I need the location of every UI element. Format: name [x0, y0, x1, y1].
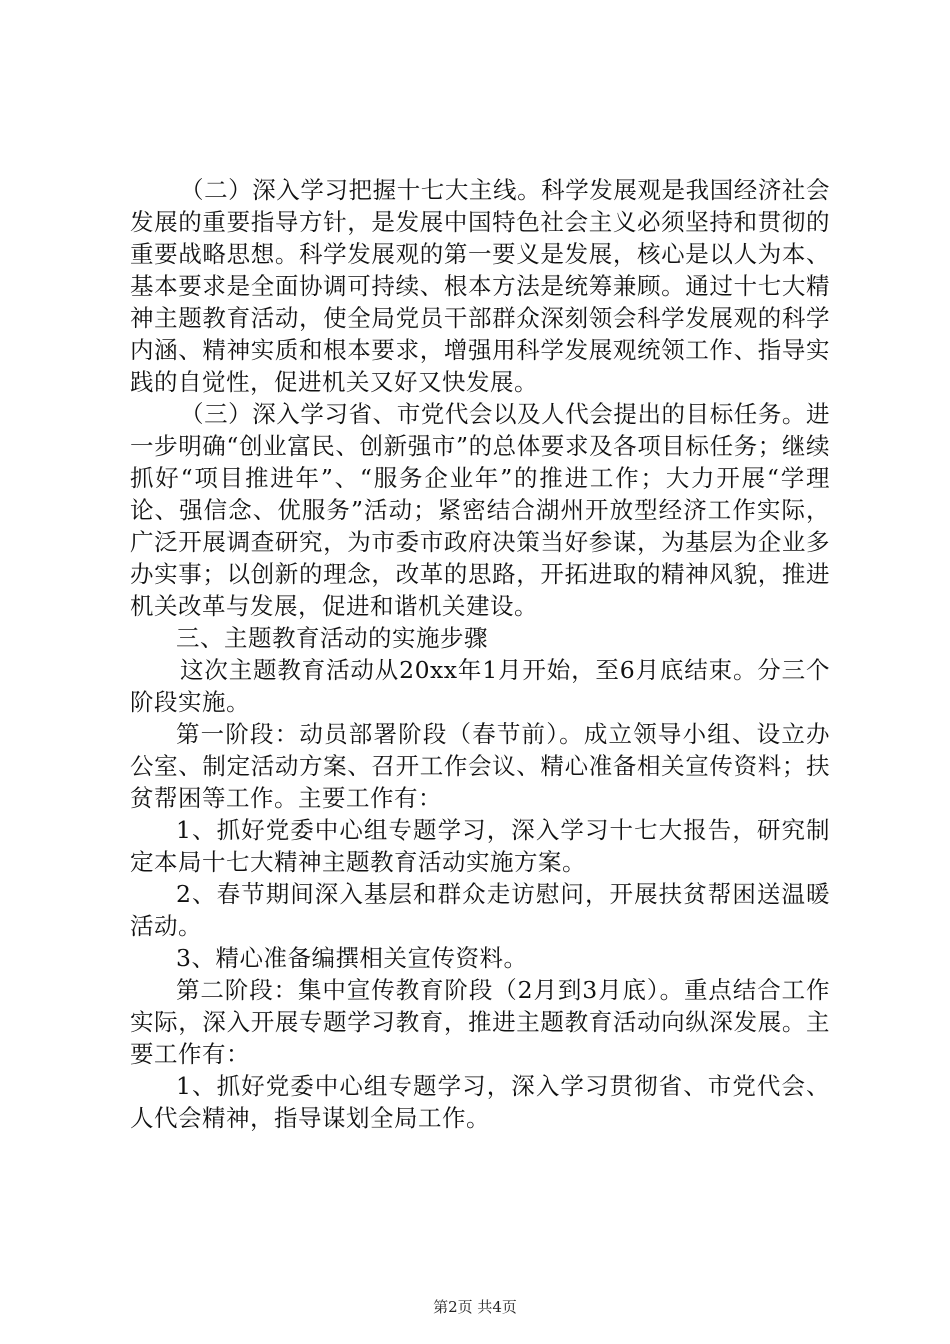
document-body: [130, 174, 830, 1134]
paragraph-stage-2: 第二阶段：集中宣传教育阶段（2月到3月底）。重点结合工作实际，深入开展专题学习教育，推进主题教育活动向纵深发展。主要工作有：: [130, 976, 830, 1068]
list-item-stage-1-task-2: 2、春节期间深入基层和群众走访慰问，开展扶贫帮困送温暖活动。: [130, 880, 830, 940]
list-item-stage-2-task-1: 1、抓好党委中心组专题学习，深入学习贯彻省、市党代会、人代会精神，指导谋划全局工作。: [130, 1072, 830, 1132]
list-item-stage-1-task-1: 1、抓好党委中心组专题学习，深入学习十七大报告，研究制定本局十七大精神主题教育活动实施方案。: [130, 816, 830, 876]
paragraph-section-2: （二）深入学习把握十七大主线。科学发展观是我国经济社会发展的重要指导方针，是发展中国特色社会主义必须坚持和贯彻的重要战略思想。科学发展观的第一要义是发展，核心是以人为本、基本要求是全面协调可持续、根本方法是统筹兼顾。通过十七大精神主题教育活动，使全局党员干部群众深刻领会科学发展观的科学内涵、精神实质和根本要求，增强用科学发展观统领工作、指导实践的自觉性，促进机关又好又快发展。: [130, 176, 830, 396]
page-footer: 第2页 共4页: [433, 1298, 517, 1316]
paragraph-section-3: （三）深入学习省、市党代会以及人代会提出的目标任务。进一步明确“创业富民、创新强市”的总体要求及各项目标任务；继续抓好“项目推进年”、“服务企业年”的推进工作；大力开展“学理论、强信念、优服务”活动；紧密结合湖州开放型经济工作实际，广泛开展调查研究，为市委市政府决策当好参谋，为基层为企业多办实事；以创新的理念，改革的思路，开拓进取的精神风貌，推进机关改革与发展，促进和谐机关建设。: [130, 400, 830, 620]
paragraph-schedule: 这次主题教育活动从20xx年1月开始，至6月底结束。分三个阶段实施。: [130, 656, 830, 716]
paragraph-stage-1: 第一阶段：动员部署阶段（春节前）。成立领导小组、设立办公室、制定活动方案、召开工作会议、精心准备相关宣传资料；扶贫帮困等工作。主要工作有：: [130, 720, 830, 812]
heading-implementation-steps: 三、主题教育活动的实施步骤: [176, 624, 488, 652]
list-item-stage-1-task-3: 3、精心准备编撰相关宣传资料。: [176, 944, 528, 972]
